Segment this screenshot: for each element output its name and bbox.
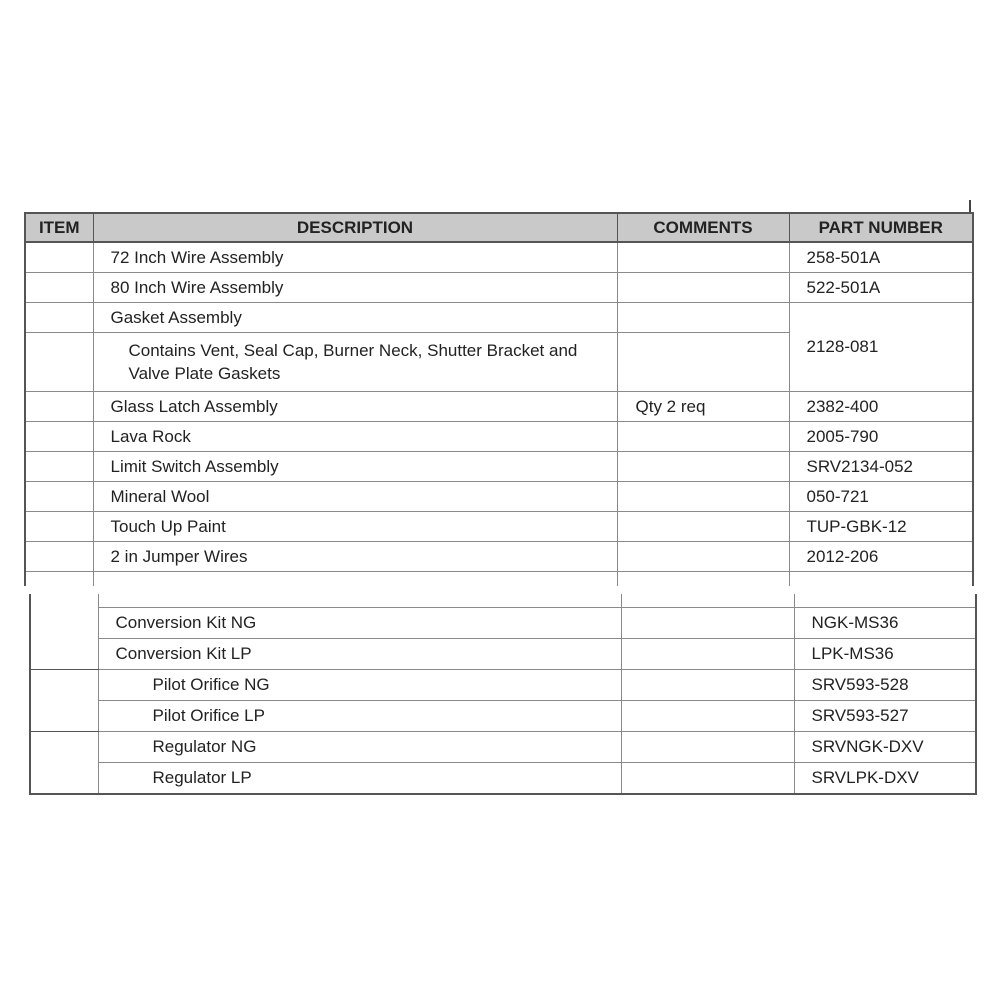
description-cell: Conversion Kit NG — [98, 608, 621, 639]
table-row — [30, 608, 976, 639]
description-cell — [98, 594, 621, 608]
header-description: DESCRIPTION — [93, 213, 617, 242]
header-part-number: PART NUMBER — [789, 213, 973, 242]
table-row — [25, 242, 973, 273]
table-row — [25, 512, 973, 542]
table-row — [25, 452, 973, 482]
comments-cell — [617, 542, 789, 572]
description-cell: Gasket Assembly — [93, 303, 617, 333]
item-cell — [25, 482, 93, 512]
comments-cell — [617, 333, 789, 392]
table-row — [25, 542, 973, 572]
item-cell — [30, 670, 98, 701]
comments-cell — [621, 763, 794, 795]
comments-cell — [617, 303, 789, 333]
description-cell: Pilot Orifice NG — [98, 670, 621, 701]
table-row — [25, 273, 973, 303]
item-cell — [30, 594, 98, 608]
table-row — [25, 392, 973, 422]
description-cell — [93, 572, 617, 587]
comments-cell — [617, 422, 789, 452]
item-cell — [25, 392, 93, 422]
comments-cell — [621, 732, 794, 763]
description-cell: Pilot Orifice LP — [98, 701, 621, 732]
part-number-cell: 258-501A — [789, 242, 973, 273]
item-cell — [25, 303, 93, 333]
comments-cell — [617, 482, 789, 512]
item-cell — [30, 701, 98, 732]
item-cell — [30, 763, 98, 795]
part-number-cell: 2005-790 — [789, 422, 973, 452]
description-cell: 80 Inch Wire Assembly — [93, 273, 617, 303]
part-number-cell: SRV593-527 — [794, 701, 976, 732]
comments-cell — [621, 639, 794, 670]
part-number-cell: LPK-MS36 — [794, 639, 976, 670]
comments-cell — [617, 512, 789, 542]
table-row — [30, 732, 976, 763]
description-cell: Lava Rock — [93, 422, 617, 452]
comments-cell — [617, 452, 789, 482]
header-comments: COMMENTS — [617, 213, 789, 242]
header-item: ITEM — [25, 213, 93, 242]
table-row-empty — [25, 572, 973, 587]
description-cell: Regulator LP — [98, 763, 621, 795]
parts-table — [24, 212, 974, 586]
description-cell: Glass Latch Assembly — [93, 392, 617, 422]
description-cell: Contains Vent, Seal Cap, Burner Neck, Shutter Bracket and Valve Plate Gaskets — [93, 333, 617, 392]
description-cell: Conversion Kit LP — [98, 639, 621, 670]
item-cell — [25, 512, 93, 542]
table-row-empty — [30, 594, 976, 608]
part-number-cell: 050-721 — [789, 482, 973, 512]
table-row — [30, 701, 976, 732]
description-cell: Regulator NG — [98, 732, 621, 763]
description-cell: 2 in Jumper Wires — [93, 542, 617, 572]
item-cell — [25, 452, 93, 482]
part-number-cell: SRVLPK-DXV — [794, 763, 976, 795]
comments-cell — [617, 273, 789, 303]
description-cell: 72 Inch Wire Assembly — [93, 242, 617, 273]
table-row — [30, 639, 976, 670]
description-cell: Limit Switch Assembly — [93, 452, 617, 482]
part-number-cell: NGK-MS36 — [794, 608, 976, 639]
table-row — [25, 482, 973, 512]
table-row — [25, 303, 973, 333]
part-number-cell — [794, 594, 976, 608]
comments-cell — [617, 572, 789, 587]
item-cell — [25, 422, 93, 452]
part-number-cell: 2128-081 — [789, 303, 973, 392]
table-row — [25, 422, 973, 452]
header-row — [25, 213, 973, 242]
item-cell — [25, 242, 93, 273]
part-number-cell: TUP-GBK-12 — [789, 512, 973, 542]
item-cell — [30, 732, 98, 763]
item-cell — [25, 333, 93, 392]
comments-cell — [621, 608, 794, 639]
conversion-parts-table — [29, 594, 977, 795]
part-number-cell: SRV2134-052 — [789, 452, 973, 482]
item-cell — [25, 273, 93, 303]
comments-cell — [617, 242, 789, 273]
part-number-cell: 2382-400 — [789, 392, 973, 422]
part-number-cell: SRV593-528 — [794, 670, 976, 701]
description-cell: Mineral Wool — [93, 482, 617, 512]
table-row — [30, 763, 976, 795]
item-cell — [30, 608, 98, 639]
table-row — [30, 670, 976, 701]
item-cell — [25, 542, 93, 572]
item-cell — [25, 572, 93, 587]
comments-cell: Qty 2 req — [617, 392, 789, 422]
description-cell: Touch Up Paint — [93, 512, 617, 542]
part-number-cell: SRVNGK-DXV — [794, 732, 976, 763]
part-number-cell: 522-501A — [789, 273, 973, 303]
part-number-cell — [789, 572, 973, 587]
comments-cell — [621, 594, 794, 608]
comments-cell — [621, 701, 794, 732]
item-cell — [30, 639, 98, 670]
part-number-cell: 2012-206 — [789, 542, 973, 572]
comments-cell — [621, 670, 794, 701]
